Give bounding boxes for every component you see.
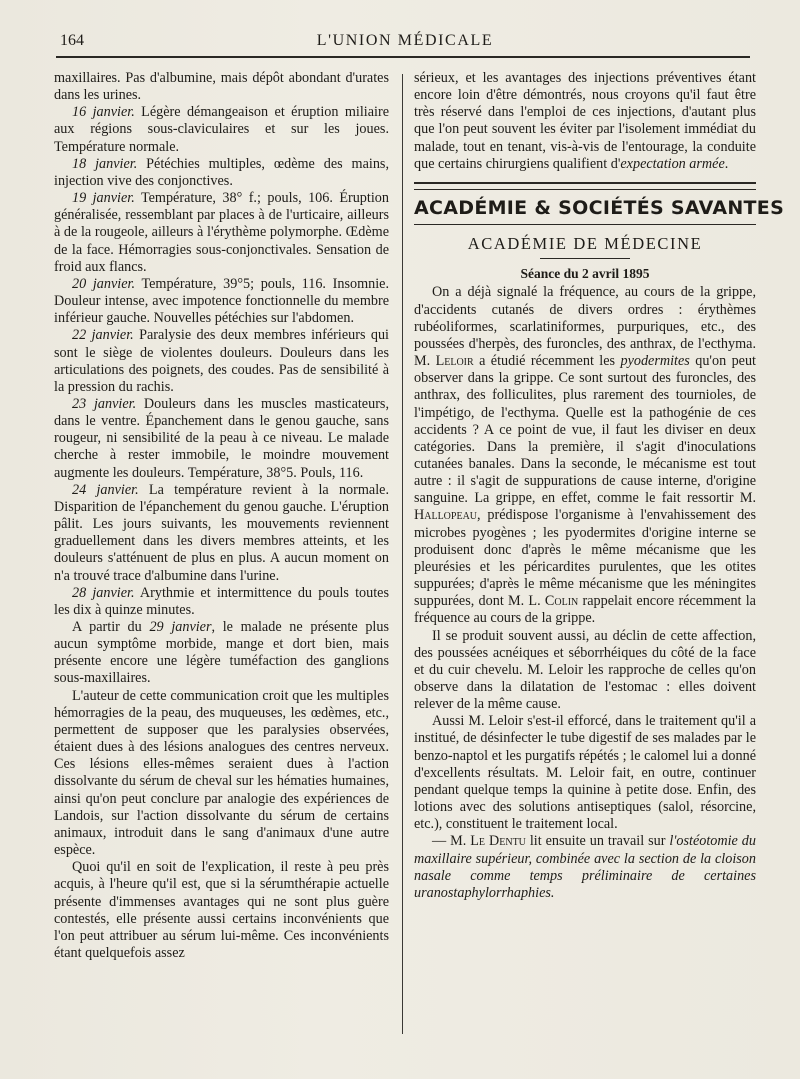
- case-entry: [54, 276, 389, 327]
- paragraph-conclusion: Quoi qu'il en soit de l'explication, il reste à peu près acquis, à l'heure qu'il est, que si la sérumthérapie actuelle présente d'immenses avantages qui ne sont plus guère contestés, elle présente aussi certains inconvénients que l'on peut attribuer au sérum lui-même. Ces inconvénients étant quelquefois assez: [54, 859, 389, 961]
- paragraph-grippe: [414, 284, 756, 627]
- entry-text: Température, 38° f.; pouls, 106. Éruption généralisée, ressemblant par places à de l'urticaire, ailleurs à de la rougeole, ailleurs à l'érythème polymorphe. Œdème de la face. Hémorragies sous-conjonctivales. Sensation de froid aux flancs.: [54, 190, 389, 275]
- case-entry: [54, 156, 389, 190]
- case-entry: [54, 70, 389, 104]
- case-entry: [54, 104, 389, 155]
- session-date: Séance du 2 avril 1895: [520, 266, 650, 282]
- text-run: rappelait encore récemment la fréquence au cours de la grippe.: [414, 593, 756, 627]
- paragraph-le-dentu: [414, 833, 756, 902]
- case-entry: [54, 190, 389, 276]
- entry-date: 28 janvier.: [72, 584, 135, 601]
- entry-date: 24 janvier.: [72, 481, 139, 498]
- entry-date: 23 janvier.: [72, 395, 137, 412]
- author-name: Leloir: [435, 353, 474, 370]
- column-divider: [402, 74, 403, 1034]
- entry-text: Paralysie des deux membres inférieurs qui sont le siège de violentes douleurs. Douleurs dans les articulations des poignets, des coudes. Pas de sensibilité à la pression du rachis.: [54, 327, 389, 395]
- text-run: On a déjà signalé la fréquence, au cours de la grippe, d'accidents cutanés de divers ordres : érythèmes rubéoliformes, scarlatiniformes, purpuriques, etc., des poussées d'herpès, des furoncles, des anthrax, de l'ecthyma. M.: [414, 284, 756, 370]
- text-run: , le malade ne présente plus aucun symptôme morbide, mange et dort bien, mais présente encore une légère tuméfaction des ganglions sous-maxillaires.: [54, 619, 389, 687]
- paragraph-treatment: Aussi M. Leloir s'est-il efforcé, dans le traitement qu'il a institué, de désinfecter le tube digestif de ses malades par le benzo-naptol et les purgatifs répétés ; le calomel lui a donné d'excellents résultats. M. Leloir fait, en outre, continuer pendant quelque temps la quinine à petite dose. Enfin, des lotions avec des solutions antiseptiques (salol, résorcine, etc.), constituent le traitement local.: [414, 713, 756, 833]
- entry-date: 29 janvier: [149, 619, 212, 635]
- emphasis-text: expectation armée: [620, 155, 725, 172]
- entry-date: 19 janvier.: [72, 190, 135, 207]
- text-run: a étudié récemment les: [473, 353, 621, 370]
- case-entry: [54, 585, 389, 619]
- text-run: , prédispose l'organisme à l'envahissement des microbes pyogènes ; les pyodermites d'origine interne se produisent donc d'après le même mécanisme que les pleurésies et les péricardites purulentes, que les otites suppurées; d'après le même mécanisme que les méningites suppurées, dont M. L.: [414, 507, 756, 610]
- entry-text: Douleurs dans les muscles masticateurs, dans le ventre. Épanchement dans le genou gauche, sans rougeur, ni sensibilité de la peau à ce niveau. Le malade cherche à rester immobile, le moindre mouvement augmente les douleurs. Température, 38°5. Pouls, 116.: [54, 395, 389, 481]
- entry-date: 20 janvier.: [72, 275, 136, 292]
- paragraph-continuation: [414, 70, 756, 173]
- entry-text: Légère démangeaison et éruption miliaire aux régions sous-claviculaires et sur les joues. Température normale.: [54, 104, 389, 155]
- right-column: [414, 70, 785, 902]
- case-entry: [54, 396, 389, 482]
- emphasis-text: pyodermites: [620, 353, 690, 370]
- entry-date: 16 janvier.: [72, 104, 135, 121]
- text-run: qu'on peut observer dans la grippe. Ce sont surtout des furoncles, des anthrax, des folliculites, plus rarement des tournioles, de l'impétigo, de l'ecthyma. Quelle est la pathogénie de ces accidents ? A ce point de vue, il faut les diviser en deux catégories. Dans la première, il s'agit d'inoculations cutanées banales. Dans la seconde, le mécanisme est tout autre : il s'agit de suppurations de cause interne, d'origine sanguine. La grippe, en effet, comme le fait ressortir M.: [414, 353, 756, 507]
- section-rule-top: [414, 182, 756, 190]
- header-rule: [56, 56, 750, 58]
- paragraph-acne: Il se produit souvent aussi, au déclin de cette affection, des poussées acnéiques et séborrhéiques du côté de la face et du cuir chevelu. M. Leloir les rapproche de celles qu'on observe dans la dilatation de l'estomac : elles doivent relever de la même cause.: [414, 627, 756, 713]
- author-name: Colin: [544, 593, 579, 610]
- entry-text: maxillaires. Pas d'albumine, mais dépôt abondant d'urates dans les urines.: [54, 70, 389, 104]
- subsection-heading: ACADÉMIE DE MÉDECINE: [467, 234, 703, 254]
- text-run: lit ensuite un travail sur: [525, 833, 670, 850]
- section-heading: ACADÉMIE & SOCIÉTÉS SAVANTES: [414, 196, 785, 219]
- text-run: .: [724, 155, 729, 172]
- case-entry: [54, 327, 389, 396]
- text-run: sérieux, et les avantages des injections préventives étant encore loin d'être démontrés, nous croyons qu'il faut être très réservé dans l'emploi de ces injections, d'autant plus que l'on peut souvent les éviter par l'isolement immédiat du malade, tout en tenant, vis-à-vis de l'entourage, la conduite que certains chirurgiens qualifient d': [414, 70, 756, 172]
- author-name: Hallopeau: [414, 507, 478, 524]
- section-rule-bottom: [414, 224, 756, 225]
- emphasis-text: l'ostéotomie du maxillaire supérieur, combinée avec la section de la cloison nasale comme temps préliminaire de certaines uranostaphylorrhaphies.: [414, 833, 756, 901]
- entry-text: Température, 39°5; pouls, 116. Insomnie. Douleur intense, avec impotence fonctionnelle du membre inférieur gauche. Nouvelles pétéchies sur l'abdomen.: [54, 275, 389, 327]
- paragraph-author-hypothesis: L'auteur de cette communication croit que les multiples hémorragies de la peau, des muqueuses, les œdèmes, etc., permettent de supposer que les paralysies observées, étaient dues à des lésions analogues des centres nerveux. Ces lésions elles-mêmes seraient dues à l'action dissolvante du sérum de cheval sur les hématies humaines, ainsi qu'on peut conclure par analogie des expériences de Landois, sur l'action dissolvante du sérum de certains animaux, introduit dans le sang d'animaux d'une autre espèce.: [54, 687, 389, 859]
- author-name: Le Dentu: [470, 833, 526, 850]
- left-column: [54, 70, 389, 962]
- paragraph-recovery: [54, 619, 389, 688]
- subsection-rule: [540, 258, 630, 259]
- entry-text: La température revient à la normale. Disparition de l'épanchement du genou gauche. L'éruption pâlit. Les jours suivants, les mouvements reviennent graduellement dans les divers membres atteints, et les douleurs s'atténuent de plus en plus. A aucun moment on n'a trouvé trace d'albumine dans l'urine.: [54, 481, 389, 584]
- page-header: [60, 30, 750, 52]
- journal-title: L'UNION MÉDICALE: [316, 32, 494, 49]
- text-run: A partir du: [72, 619, 150, 635]
- page-number: 164: [60, 32, 84, 49]
- entry-date: 18 janvier.: [72, 155, 138, 172]
- entry-text: Pétéchies multiples, œdème des mains, injection vive des conjonctives.: [54, 155, 389, 189]
- entry-date: 22 janvier.: [72, 327, 134, 344]
- text-run: — M.: [432, 833, 471, 850]
- case-entry: [54, 482, 389, 585]
- entry-text: Arythmie et intermittence du pouls toutes les dix à quinze minutes.: [54, 584, 389, 618]
